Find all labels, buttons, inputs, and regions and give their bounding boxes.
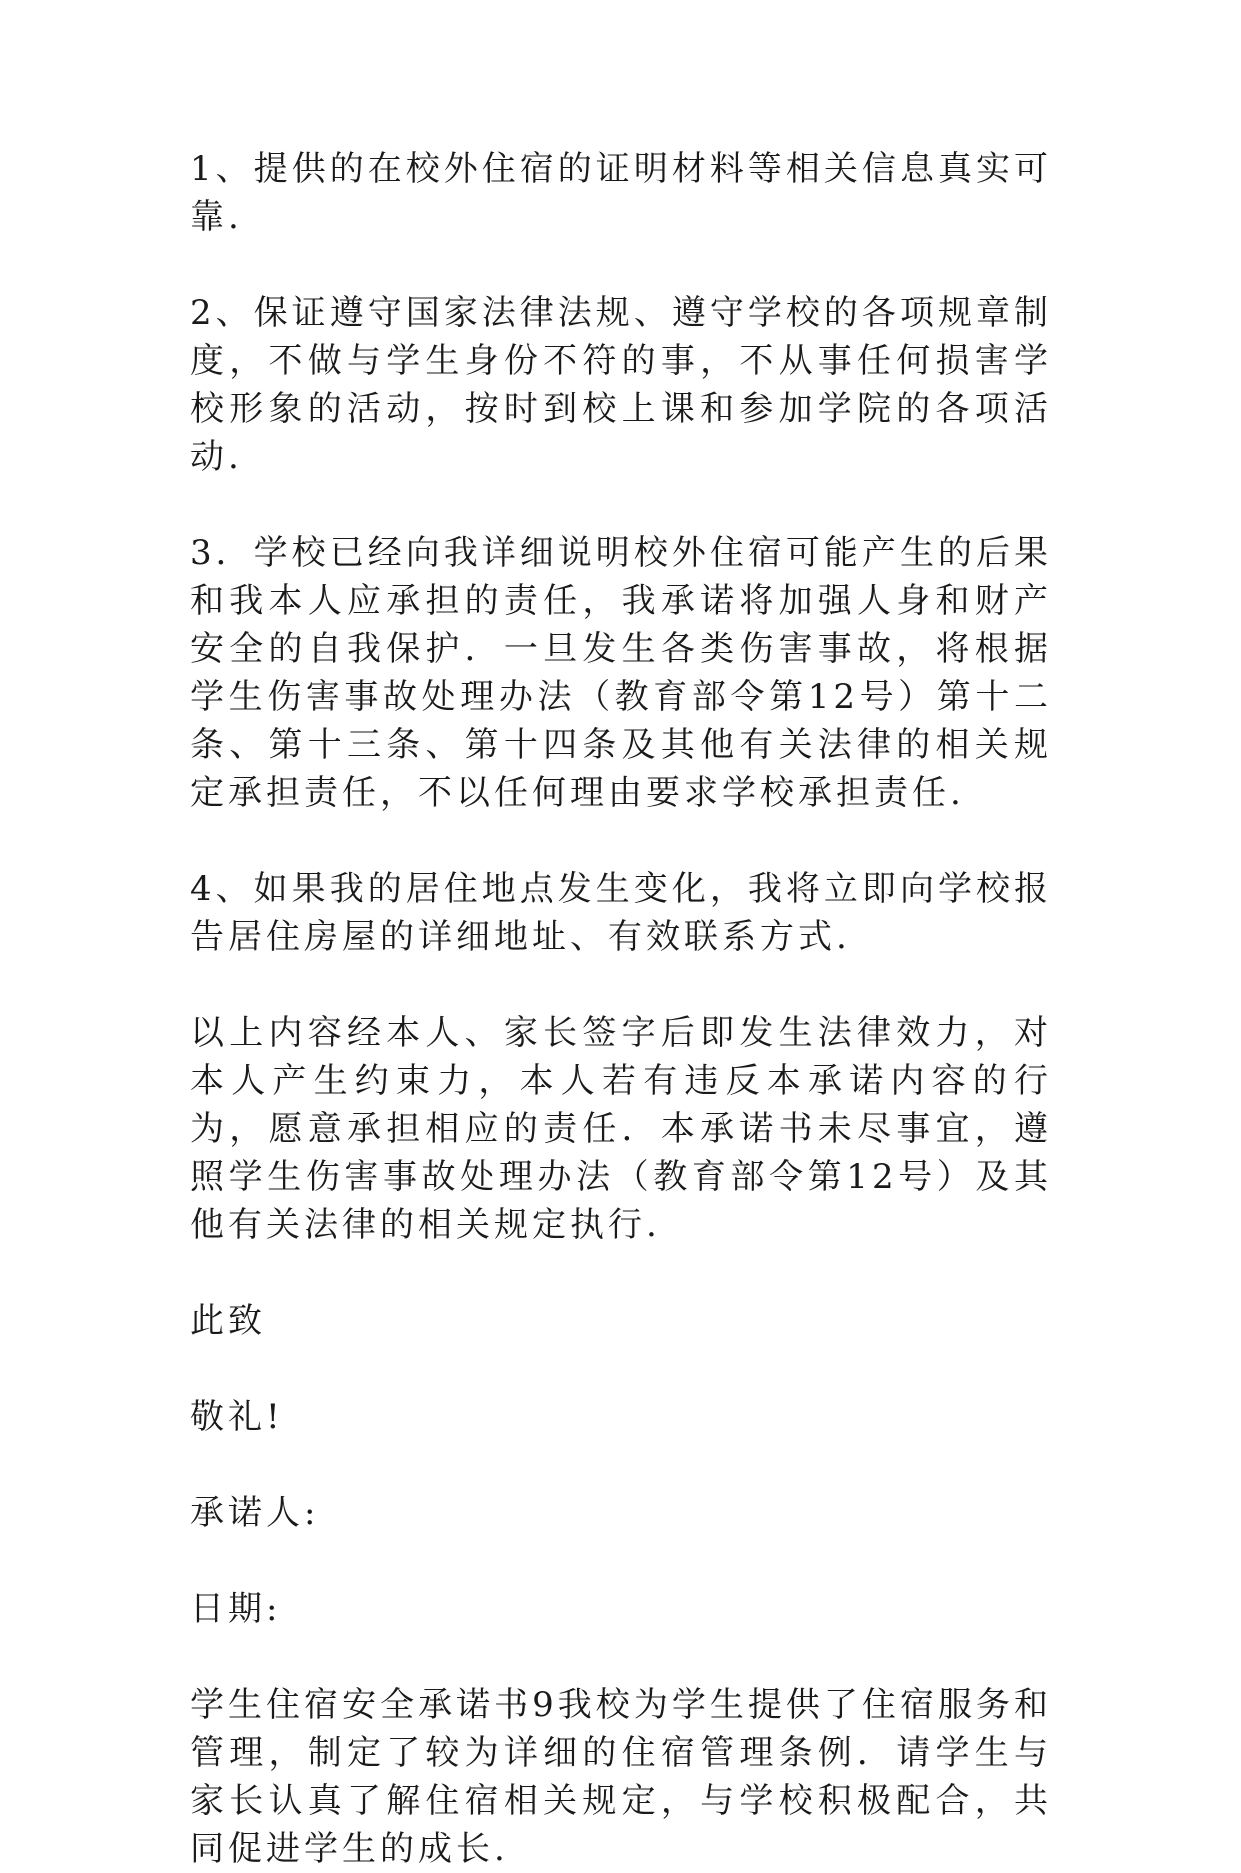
commitment-item-1: 1、提供的在校外住宿的证明材料等相关信息真实可靠. <box>190 149 1052 237</box>
closing-regards: 敬礼! <box>190 1397 284 1437</box>
date-label: 日期: <box>190 1589 282 1629</box>
document-page <box>190 145 1052 1873</box>
commitment-item-2: 2、保证遵守国家法律法规、遵守学校的各项规章制度，不做与学生身份不符的事，不从事任何损害学校形象的活动，按时到校上课和参加学院的各项活动. <box>190 293 1052 477</box>
legal-effect-paragraph: 以上内容经本人、家长签字后即发生法律效力，对本人产生约束力，本人若有违反本承诺内容的行为，愿意承担相应的责任．本承诺书未尽事宜，遵照学生伤害事故处理办法（教育部令第12号）及其他有关法律的相关规定执行. <box>190 1013 1052 1245</box>
commitment-item-3: 3．学校已经向我详细说明校外住宿可能产生的后果和我本人应承担的责任，我承诺将加强人身和财产安全的自我保护．一旦发生各类伤害事故，将根据学生伤害事故处理办法（教育部令第12号）第十二条、第十三条、第十四条及其他有关法律的相关规定承担责任，不以任何理由要求学校承担责任. <box>190 533 1052 813</box>
closing-salutation: 此致 <box>190 1301 266 1341</box>
next-document-intro: 学生住宿安全承诺书9我校为学生提供了住宿服务和管理，制定了较为详细的住宿管理条例．请学生与家长认真了解住宿相关规定，与学校积极配合，共同促进学生的成长. <box>190 1685 1052 1869</box>
signatory-label: 承诺人: <box>190 1493 320 1533</box>
commitment-item-4: 4、如果我的居住地点发生变化，我将立即向学校报告居住房屋的详细地址、有效联系方式. <box>190 869 1052 957</box>
